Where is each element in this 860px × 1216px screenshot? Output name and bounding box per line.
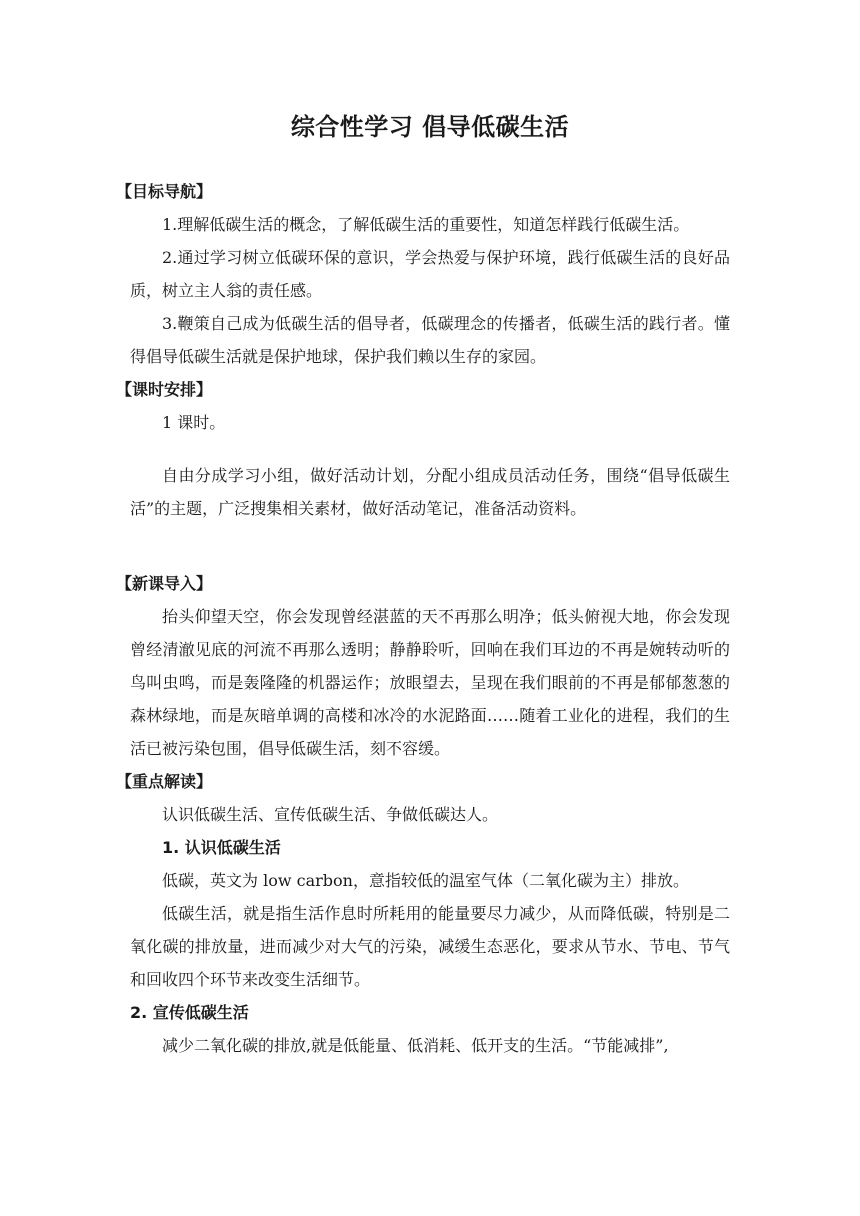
paragraph: 抬头仰望天空，你会发现曾经湛蓝的天不再那么明净；低头俯视大地，你会发现曾经清澈见底的河流不再那么透明；静静聆听，回响在我们耳边的不再是婉转动听的鸟叫虫鸣，而是轰隆隆的机器运作；放眼望去，呈现在我们眼前的不再是郁郁葱葱的森林绿地，而是灰暗单调的高楼和冰冷的水泥路面……随着工业化的进程，我们的生活已被污染包围，倡导低碳生活，刻不容缓。 [130,607,730,758]
paragraph: 3.鞭策自己成为低碳生活的倡导者，低碳理念的传播者，低碳生活的践行者。懂得倡导低碳生活就是保护地球，保护我们赖以生存的家园。 [130,314,730,366]
section-heading-intro: 【新课导入】 [116,574,213,593]
paragraph: 认识低碳生活、宣传低碳生活、争做低碳达人。 [162,805,499,824]
section-heading-schedule: 【课时安排】 [116,380,213,399]
paragraph: 减少二氧化碳的排放,就是低能量、低消耗、低开支的生活。“节能减排”, [162,1036,669,1055]
paragraph: 低碳，英文为 low carbon，意指较低的温室气体（二氧化碳为主）排放。 [162,871,689,890]
document-body [116,175,730,1062]
paragraph: 1 课时。 [162,413,226,432]
page-title: 综合性学习 倡导低碳生活 [290,113,570,141]
paragraph: 2.通过学习树立低碳环保的意识，学会热爱与保护环境，践行低碳生活的良好品质，树立主人翁的责任感。 [130,248,730,300]
subheading: 2. 宣传低碳生活 [130,1003,249,1022]
section-heading-goal: 【目标导航】 [116,182,213,201]
paragraph: 1.理解低碳生活的概念，了解低碳生活的重要性，知道怎样践行低碳生活。 [162,215,690,234]
paragraph: 低碳生活，就是指生活作息时所耗用的能量要尽力减少，从而降低碳，特别是二氧化碳的排放量，进而减少对大气的污染，减缓生态恶化，要求从节水、节电、节气和回收四个环节来改变生活细节。 [130,904,730,989]
paragraph: 自由分成学习小组，做好活动计划，分配小组成员活动任务，围绕“倡导低碳生活”的主题，广泛搜集相关素材，做好活动笔记，准备活动资料。 [130,466,730,518]
subheading: 1. 认识低碳生活 [162,838,281,857]
section-heading-key: 【重点解读】 [116,772,213,791]
